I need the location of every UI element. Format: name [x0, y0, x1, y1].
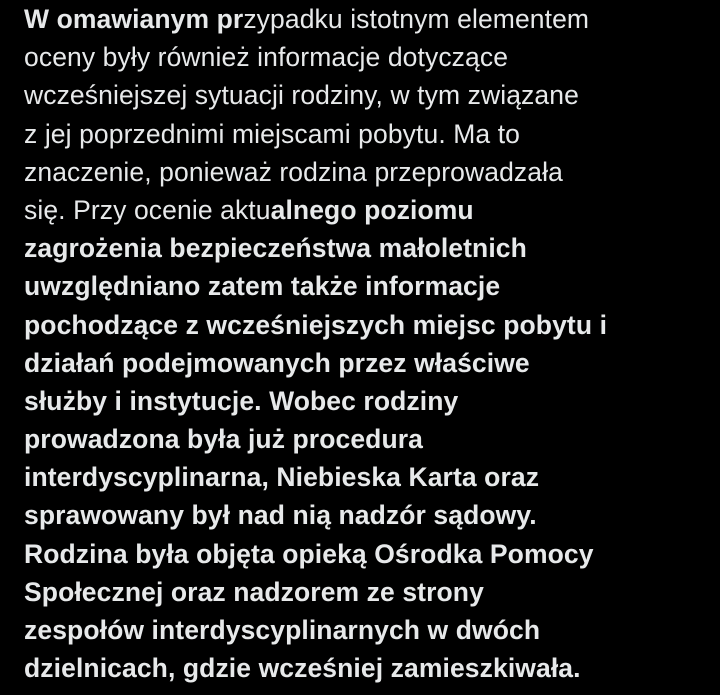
text-segment: znaczenie, ponieważ rodzina przeprowadzała	[24, 156, 563, 187]
post-text-line	[24, 382, 714, 420]
text-segment: zypadku istotnym elementem	[243, 4, 590, 34]
post-text-line	[24, 535, 714, 573]
bold-text-segment: zespołów interdyscyplinarnych w dwóch	[24, 615, 541, 645]
post-text-line	[24, 306, 714, 344]
bold-text-segment: pochodzące z wcześniejszych miejsc pobytu i	[24, 309, 608, 340]
text-segment: oceny były również informacje dotyczące	[24, 42, 509, 73]
post-text-line	[24, 0, 714, 38]
post-text	[24, 0, 714, 687]
bold-text-segment: działań podejmowanych przez właściwe	[24, 347, 530, 378]
post-text-line	[24, 191, 714, 229]
bold-text-segment: zagrożenia bezpieczeństwa małoletnich	[24, 233, 527, 264]
bold-text-segment: W omawianym pr	[24, 4, 244, 34]
post-text-line	[24, 153, 714, 191]
post-text-line	[24, 420, 714, 458]
post-text-line	[24, 573, 714, 611]
post-text-line	[24, 229, 714, 267]
bold-text-segment: uwzględniano zatem także informacje	[24, 271, 501, 302]
bold-text-segment: sprawowany był nad nią nadzór sądowy.	[24, 500, 537, 531]
post-text-line	[24, 611, 714, 649]
post-text-line	[24, 76, 714, 114]
bold-text-segment: prowadzona była już procedura	[24, 424, 423, 455]
post-text-line	[24, 496, 714, 534]
post-text-line	[24, 38, 714, 76]
post-text-line	[24, 344, 714, 382]
post-text-line	[24, 115, 714, 153]
bold-text-segment: służby i instytucje. Wobec rodziny	[24, 385, 459, 416]
bold-text-segment: alnego poziomu	[270, 194, 474, 225]
post-text-line	[24, 649, 714, 687]
bold-text-segment: Rodzina była objęta opieką Ośrodka Pomocy	[24, 538, 594, 569]
text-segment: z jej poprzednimi miejscami pobytu. Ma to	[24, 118, 521, 149]
post-text-line	[24, 267, 714, 305]
text-segment: wcześniejszej sytuacji rodziny, w tym związane	[24, 80, 579, 111]
post-text-line	[24, 458, 714, 496]
bold-text-segment: Społecznej oraz nadzorem ze strony	[24, 576, 484, 607]
bold-text-segment: dzielnicach, gdzie wcześniej zamieszkiwała.	[24, 653, 581, 684]
bold-text-segment: interdyscyplinarna, Niebieska Karta oraz	[24, 462, 540, 493]
text-segment: się. Przy ocenie aktu	[24, 194, 271, 225]
